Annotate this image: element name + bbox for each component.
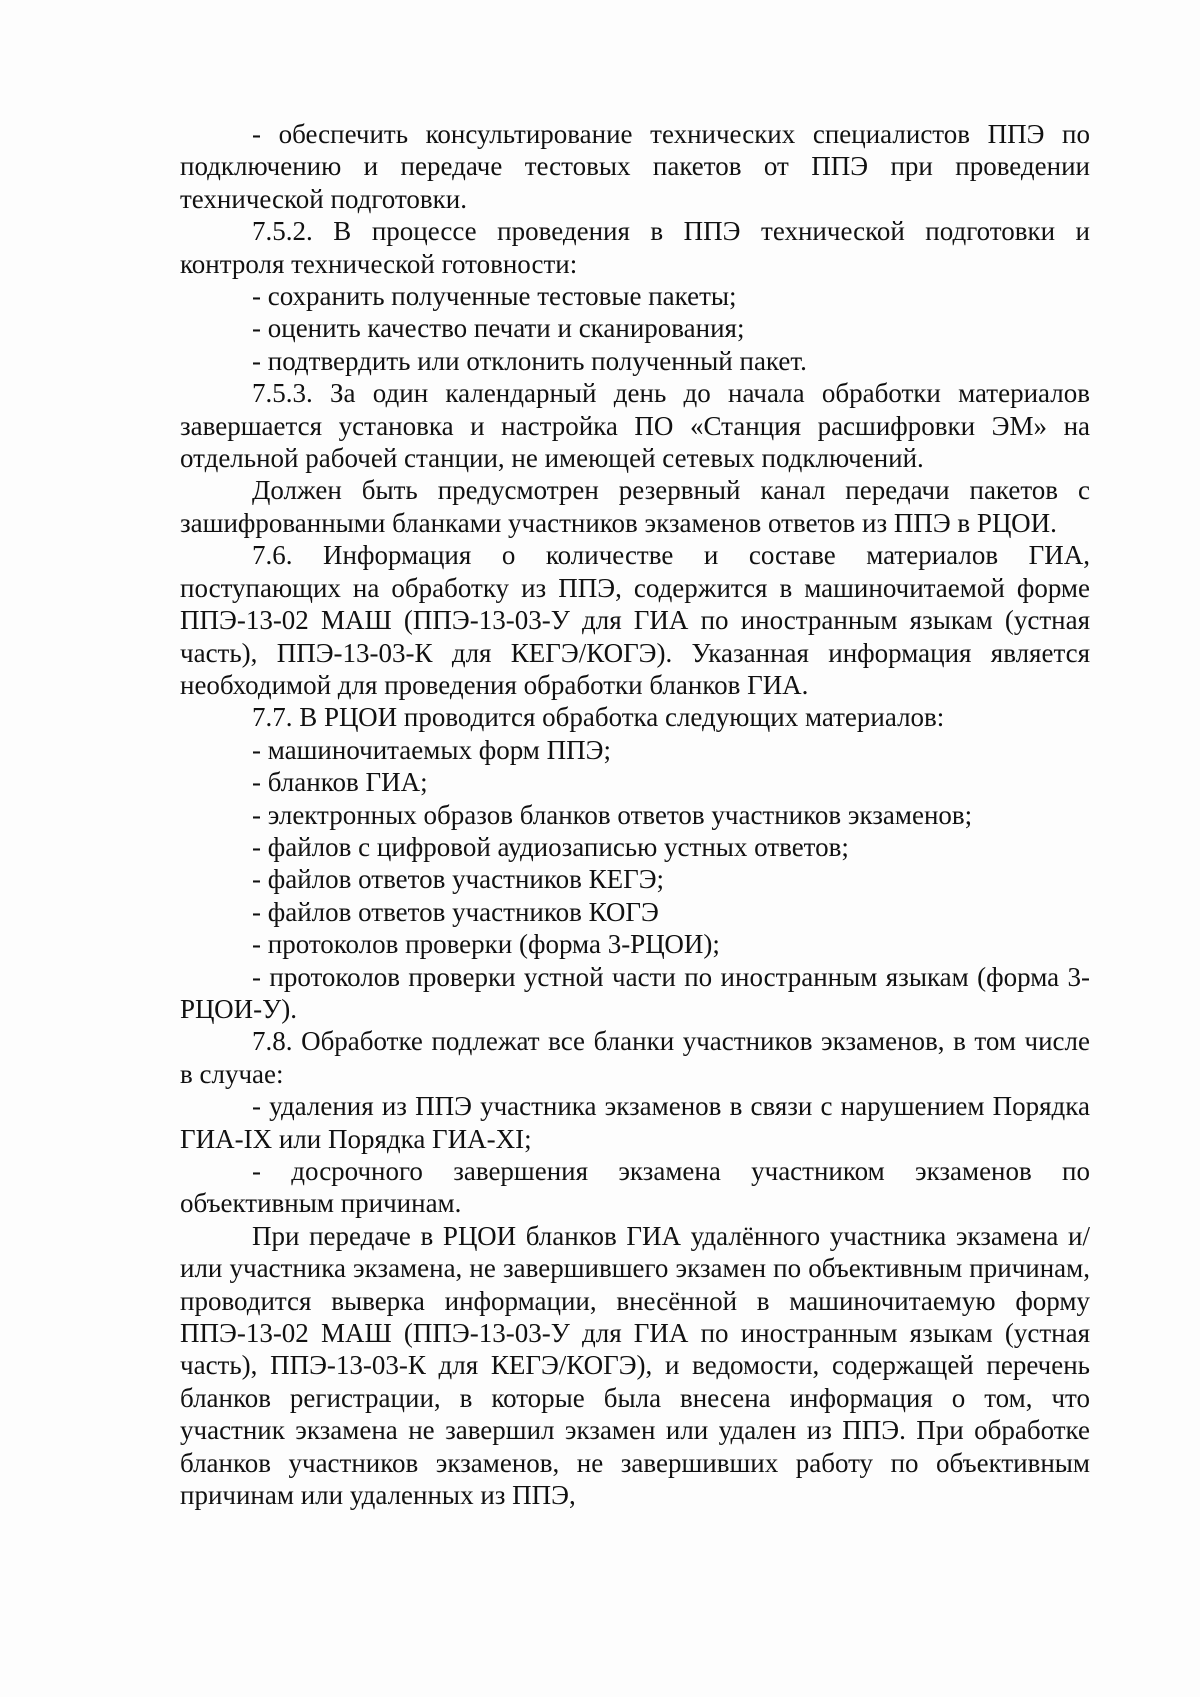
list-item-confirm-packet: - подтвердить или отклонить полученный пакет. (252, 345, 807, 376)
list-item-early-completion: - досрочного завершения экзамена участником экзаменов по объективным причинам. (180, 1156, 1090, 1219)
paragraph-consulting: - обеспечить консультирование технических специалистов ППЭ по подключению и передаче тестовых пакетов от ППЭ при проведении технической подготовки. (180, 119, 1090, 214)
paragraph-7-7: 7.7. В РЦОИ проводится обработка следующих материалов: (252, 702, 945, 733)
list-item-oral-protocols: - протоколов проверки устной части по иностранным языкам (форма 3-РЦОИ-У). (180, 961, 1090, 1024)
list-item-audio-files: - файлов с цифровой аудиозаписью устных ответов; (252, 831, 849, 862)
list-item-machine-forms: - машиночитаемых форм ППЭ; (252, 734, 611, 765)
paragraph-7-5-2: 7.5.2. В процессе проведения в ППЭ технической подготовки и контроля технической готовности: (180, 216, 1090, 279)
document-body (180, 118, 1090, 1511)
paragraph-transfer: При передаче в РЦОИ бланков ГИА удалённого участника экзамена и/или участника экзамена, не завершившего экзамен по объективным причинам, проводится выверка информации, внесённой в машиночитаемую форму ППЭ-13-02 МАШ (ППЭ-13-03-У для ГИА по иностранным языкам (устная часть), ППЭ-13-03-К для КЕГЭ/КОГЭ), и ведомости, содержащей перечень бланков регистрации, в которые была внесена информация о том, что участник экзамена не завершил экзамен или удален из ППЭ. При обработке бланков участников экзаменов, не завершивших работу по объективным причинам или удаленных из ППЭ, (180, 1220, 1090, 1511)
paragraph-backup-channel: Должен быть предусмотрен резервный канал передачи пакетов с зашифрованными бланками участников экзаменов ответов из ППЭ в РЦОИ. (180, 475, 1090, 538)
list-item-electronic-images: - электронных образов бланков ответов участников экзаменов; (252, 799, 973, 830)
list-item-gia-forms: - бланков ГИА; (252, 767, 428, 798)
list-item-removal: - удаления из ППЭ участника экзаменов в связи с нарушением Порядка ГИА-IX или Порядка ГИА-XI; (180, 1091, 1090, 1154)
paragraph-7-5-3: 7.5.3. За один календарный день до начала обработки материалов завершается установка и настройка ПО «Станция расшифровки ЭМ» на отдельной рабочей станции, не имеющей сетевых подключений. (180, 378, 1090, 474)
paragraph-7-8: 7.8. Обработке подлежат все бланки участников экзаменов, в том числе в случае: (180, 1026, 1090, 1089)
list-item-check-protocols: - протоколов проверки (форма 3-РЦОИ); (252, 929, 720, 960)
list-item-print-quality: - оценить качество печати и сканирования; (252, 313, 745, 344)
list-item-kege-files: - файлов ответов участников КЕГЭ; (252, 864, 665, 895)
list-item-koge-files: - файлов ответов участников КОГЭ (252, 896, 659, 927)
list-item-save-packets: - сохранить полученные тестовые пакеты; (252, 281, 737, 312)
paragraph-7-6: 7.6. Информация о количестве и составе материалов ГИА, поступающих на обработку из ППЭ, содержится в машиночитаемой форме ППЭ-13-02 МАШ (ППЭ-13-03-У для ГИА по иностранным языкам (устная часть), ППЭ-13-03-К для КЕГЭ/КОГЭ). Указанная информация является необходимой для проведения обработки бланков ГИА. (180, 540, 1090, 700)
